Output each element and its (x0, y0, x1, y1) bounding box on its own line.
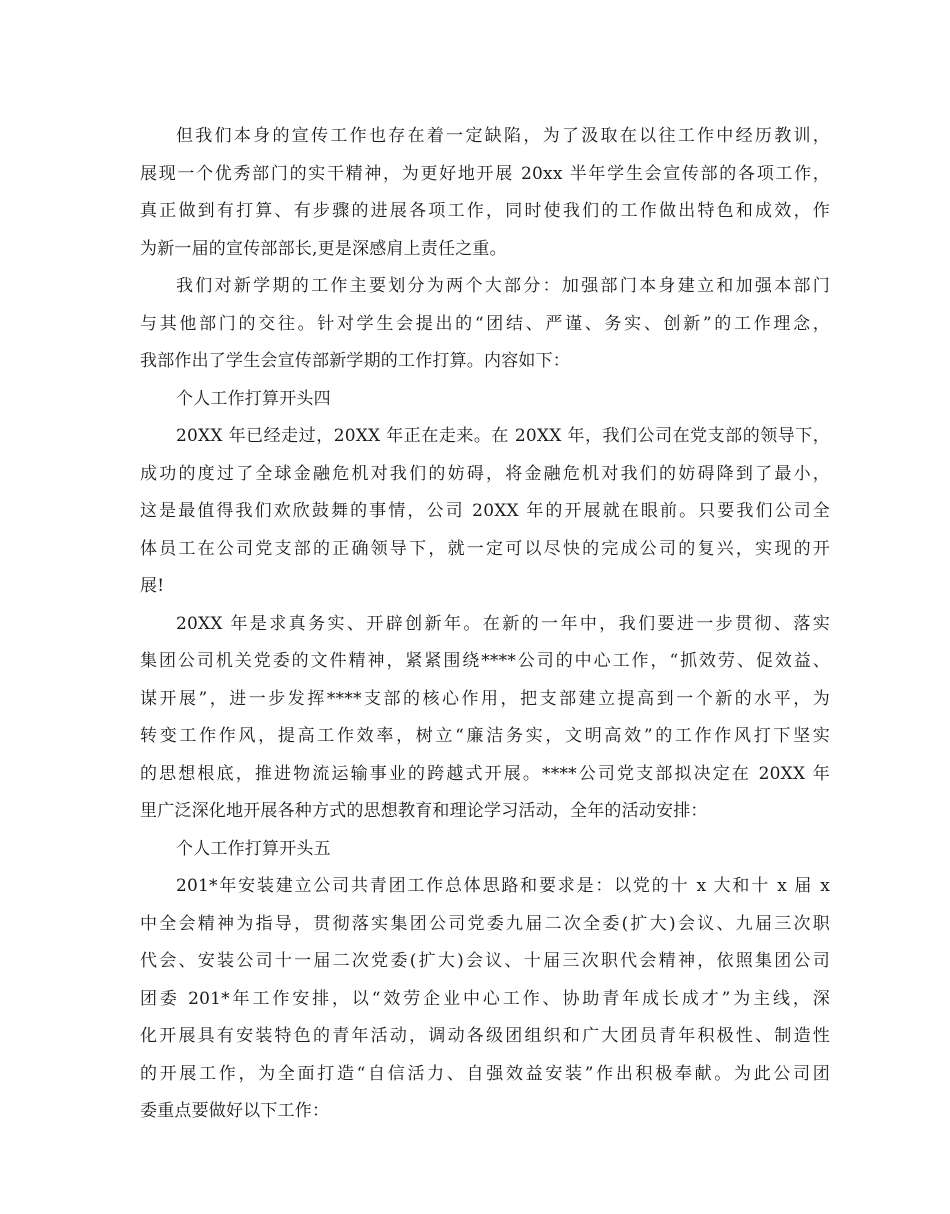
text-line: 成功的度过了全球金融危机对我们的妨碍，将金融危机对我们的妨碍降到了最小， (140, 463, 830, 484)
text-line: 20XX 年是求真务实、开辟创新年。在新的一年中，我们要进一步贯彻、落实 (176, 613, 830, 634)
text-line: 但我们本身的宣传工作也存在着一定缺陷，为了汲取在以往工作中经历教训， (176, 126, 830, 146)
document-body (140, 118, 830, 1131)
text-line: 与其他部门的交往。针对学生会提出的“团结、严谨、务实、创新”的工作理念， (140, 313, 830, 334)
text-line: 这是最值得我们欢欣鼓舞的事情，公司 20XX 年的开展就在眼前。只要我们公司全 (140, 501, 830, 521)
text-line: 我部作出了学生会宣传部新学期的工作打算。内容如下： (140, 351, 570, 371)
text-line: 集团公司机关党委的文件精神，紧紧围绕****公司的中心工作，“抓效劳、促效益、 (140, 651, 830, 671)
text-line: 的思想根底，推进物流运输事业的跨越式开展。****公司党支部拟决定在 20XX 年 (140, 763, 830, 784)
text-line: 委重点要做好以下工作： (140, 1101, 330, 1121)
text-line: 个人工作打算开头五 (176, 838, 331, 859)
text-line: 团委 201*年工作安排，以“效劳企业中心工作、协助青年成长成才”为主线，深 (140, 988, 830, 1009)
text-line: 转变工作作风，提高工作效率，树立“廉洁务实，文明高效”的工作作风打下坚实 (140, 726, 830, 746)
text-line: 真正做到有打算、有步骤的进展各项工作，同时使我们的工作做出特色和成效，作 (140, 201, 830, 221)
text-line: 的开展工作，为全面打造“自信活力、自强效益安装”作出积极奉献。为此公司团 (140, 1063, 830, 1084)
text-line: 谋开展”，进一步发挥****支部的核心作用，把支部建立提高到一个新的水平，为 (140, 688, 830, 709)
text-line: 20XX 年已经走过，20XX 年正在走来。在 20XX 年，我们公司在党支部的领导下， (176, 426, 830, 446)
text-line: 体员工在公司党支部的正确领导下，就一定可以尽快的完成公司的复兴，实现的开 (140, 538, 830, 559)
text-line: 展! (140, 576, 165, 596)
text-line: 中全会精神为指导，贯彻落实集团公司党委九届二次全委(扩大)会议、九届三次职 (140, 913, 830, 934)
text-line: 里广泛深化地开展各种方式的思想教育和理论学习活动，全年的活动安排： (140, 801, 708, 821)
text-line: 我们对新学期的工作主要划分为两个大部分：加强部门本身建立和加强本部门 (176, 276, 830, 296)
text-line: 化开展具有安装特色的青年活动，调动各级团组织和广大团员青年积极性、制造性 (140, 1026, 830, 1046)
text-line: 展现一个优秀部门的实干精神，为更好地开展 20xx 半年学生会宣传部的各项工作， (140, 163, 830, 184)
text-line: 201*年安装建立公司共青团工作总体思路和要求是：以党的十 x 大和十 x 届 x (176, 876, 830, 896)
text-line: 代会、安装公司十一届二次党委(扩大)会议、十届三次职代会精神，依照集团公司 (140, 951, 830, 971)
text-line: 为新一届的宣传部部长,更是深感肩上责任之重。 (140, 238, 507, 259)
text-line: 个人工作打算开头四 (176, 388, 331, 409)
